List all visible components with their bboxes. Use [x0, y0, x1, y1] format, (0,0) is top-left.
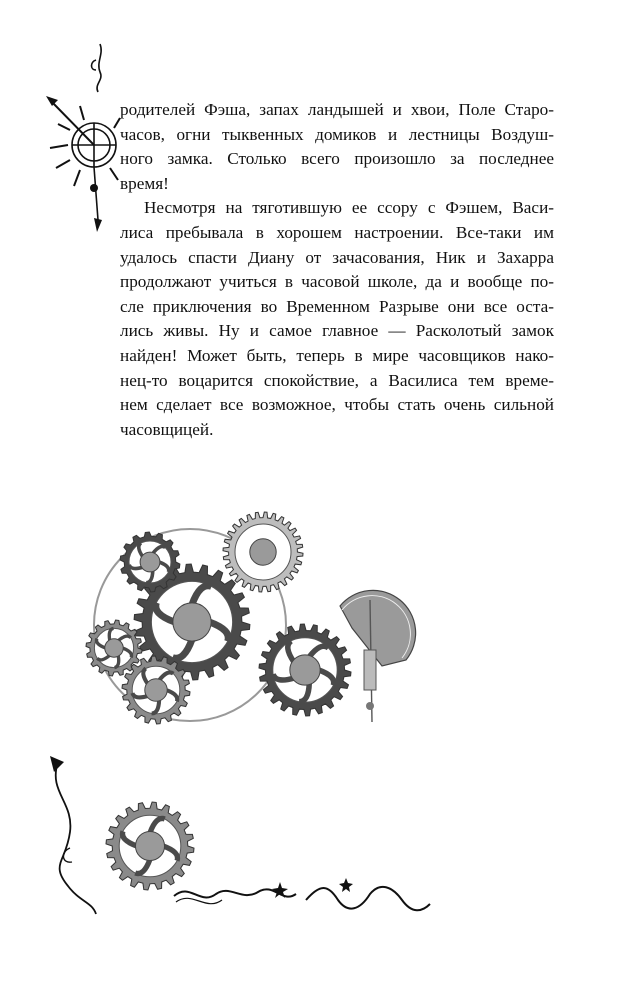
paragraph-2 — [120, 196, 554, 442]
text-line: лиса пребывала в хорошем настроении. Все-таки им — [120, 222, 554, 242]
gear-cluster-illustration — [80, 510, 420, 730]
text-line: нем сделает все возможное, чтобы стать очень сильной — [120, 395, 554, 415]
gear-right-icon — [259, 624, 351, 716]
text-line: продолжают учиться в часовой школе, да и вообще по- — [120, 272, 554, 292]
quadrant-scale-icon — [340, 590, 416, 722]
text-line: сле приключения во Временном Разрыве они все оста- — [120, 296, 554, 316]
text-line: ного замка. Столько всего произошло за последнее — [120, 149, 554, 169]
wave-star-ornament-icon — [170, 872, 440, 922]
text-line: Несмотря на тяготившую ее ссору с Фэшем, Васи- — [144, 198, 554, 218]
text-line: найден! Может быть, теперь в мире часовщиков нако- — [120, 345, 554, 365]
text-line: удалось спасти Диану от зачасования, Ник и Захарра — [120, 247, 554, 267]
body-text — [120, 98, 554, 442]
text-line: лись живы. Ну и самое главное — Расколотый замок — [120, 321, 554, 341]
text-line: время! — [120, 173, 169, 193]
compass-ornament-icon — [40, 40, 120, 240]
text-line: часов, огни тыквенных домиков и лестницы Воздуш- — [120, 124, 554, 144]
text-line: часовщицей. — [120, 419, 214, 439]
text-line: родителей Фэша, запах ландышей и хвои, Поле Старо- — [120, 100, 554, 119]
text-line: нец-то воцарится спокойствие, а Василиса тем време- — [120, 370, 554, 390]
paragraph-1 — [120, 98, 554, 196]
gear-sun-top-icon — [223, 512, 303, 592]
